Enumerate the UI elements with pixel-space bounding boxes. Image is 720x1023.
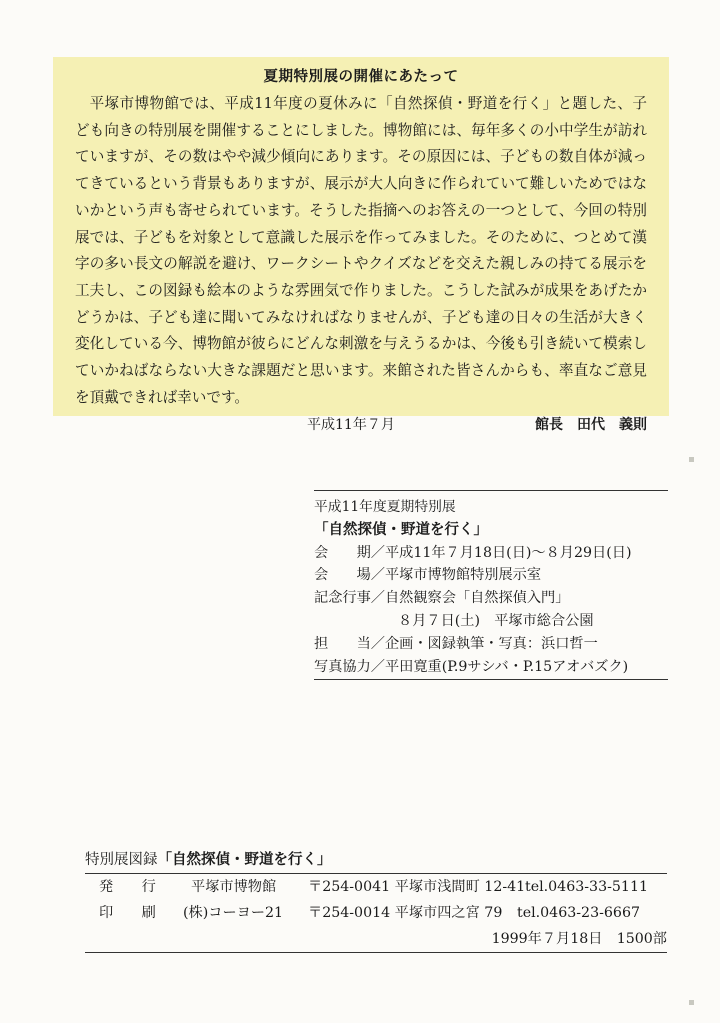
exhibit-photo-credit: 写真協力／平田寛重(P.9サシバ・P.15アオバズク) bbox=[314, 658, 629, 675]
print-run: 1500部 bbox=[616, 931, 667, 947]
colophon bbox=[85, 847, 667, 953]
publication-date: 1999年７月18日 bbox=[491, 931, 603, 947]
greeting-box bbox=[53, 57, 669, 434]
catalog-label: 特別展図録 bbox=[85, 852, 158, 868]
exhibit-series: 平成11年度夏期特別展 bbox=[314, 499, 456, 515]
registration-mark bbox=[689, 457, 694, 462]
printer-name: (株)コーヨー21 bbox=[183, 905, 284, 921]
publication-info bbox=[85, 926, 667, 952]
exhibit-info bbox=[314, 490, 668, 680]
exhibit-staff: 担 当／企画・図録執筆・写真：浜口哲一 bbox=[314, 635, 598, 652]
registration-mark bbox=[689, 1000, 694, 1005]
bottom-rule bbox=[314, 679, 668, 680]
printer-tel: tel.0463-23-6667 bbox=[517, 905, 640, 921]
publisher-address: 〒254-0041 平塚市浅間町 12-41 bbox=[308, 879, 526, 895]
printer-row bbox=[85, 900, 667, 926]
exhibit-period: 会 期／平成11年７月18日(日)～８月29日(日) bbox=[314, 544, 632, 561]
printer-address: 〒254-0014 平塚市四之宮 79 bbox=[308, 905, 503, 921]
exhibit-title: 「自然探偵・野道を行く」 bbox=[314, 521, 488, 538]
catalog-title: 「自然探偵・野道を行く」 bbox=[157, 852, 332, 868]
director-name: 館長 田代 義則 bbox=[535, 417, 647, 434]
greeting-signature bbox=[75, 414, 647, 438]
colophon-bottom-rule bbox=[85, 952, 667, 953]
publisher-tel: tel.0463-33-5111 bbox=[525, 879, 648, 895]
exhibit-event: 記念行事／自然観察会「自然探偵入門」 bbox=[314, 590, 570, 607]
publisher-row bbox=[85, 874, 667, 900]
greeting-body: 平塚市博物館では、平成11年度の夏休みに「自然探偵・野道を行く」と題した、子ども向きの特別展を開催することにしました。博物館には、毎年多くの小中学生が訪れていますが、その数はやや減少傾向にあります。その原因には、子どもの数自体が減ってきているという背景もありますが、展示が大人向きに作られていて難しいためではないかという声も寄せられています。そうした指摘へのお答えの一つとして、今回の特別展では、子どもを対象として意識した展示を作ってみました。そのために、つとめて漢字の多い長文の解説を避け、ワークシートやクイズなどを交えた親しみの持てる展示を工夫し、この図録も絵本のような雰囲気で作りました。こうした試みが成果をあげたかどうかは、子ども達に聞いてみなければなりませんが、子ども達の日々の生活が大きく変化している今、博物館が彼らにどんな刺激を与えうるかは、今後も引き続いて模索していかねばならない大きな課題だと思います。来館された皆さんからも、率直なご意見を頂戴できれば幸いです。 bbox=[75, 95, 647, 406]
top-rule bbox=[314, 490, 668, 491]
greeting-title: 夏期特別展の開催にあたって bbox=[263, 69, 459, 85]
exhibit-venue: 会 場／平塚市博物館特別展示室 bbox=[314, 567, 542, 584]
catalog-line bbox=[85, 847, 667, 873]
printer-label: 印 刷 bbox=[99, 905, 156, 921]
publisher-name: 平塚市博物館 bbox=[191, 879, 277, 895]
greeting-date: 平成11年７月 bbox=[307, 417, 395, 434]
exhibit-event-detail: ８月７日(土) 平塚市総合公園 bbox=[398, 612, 594, 629]
publisher-label: 発 行 bbox=[99, 879, 156, 895]
